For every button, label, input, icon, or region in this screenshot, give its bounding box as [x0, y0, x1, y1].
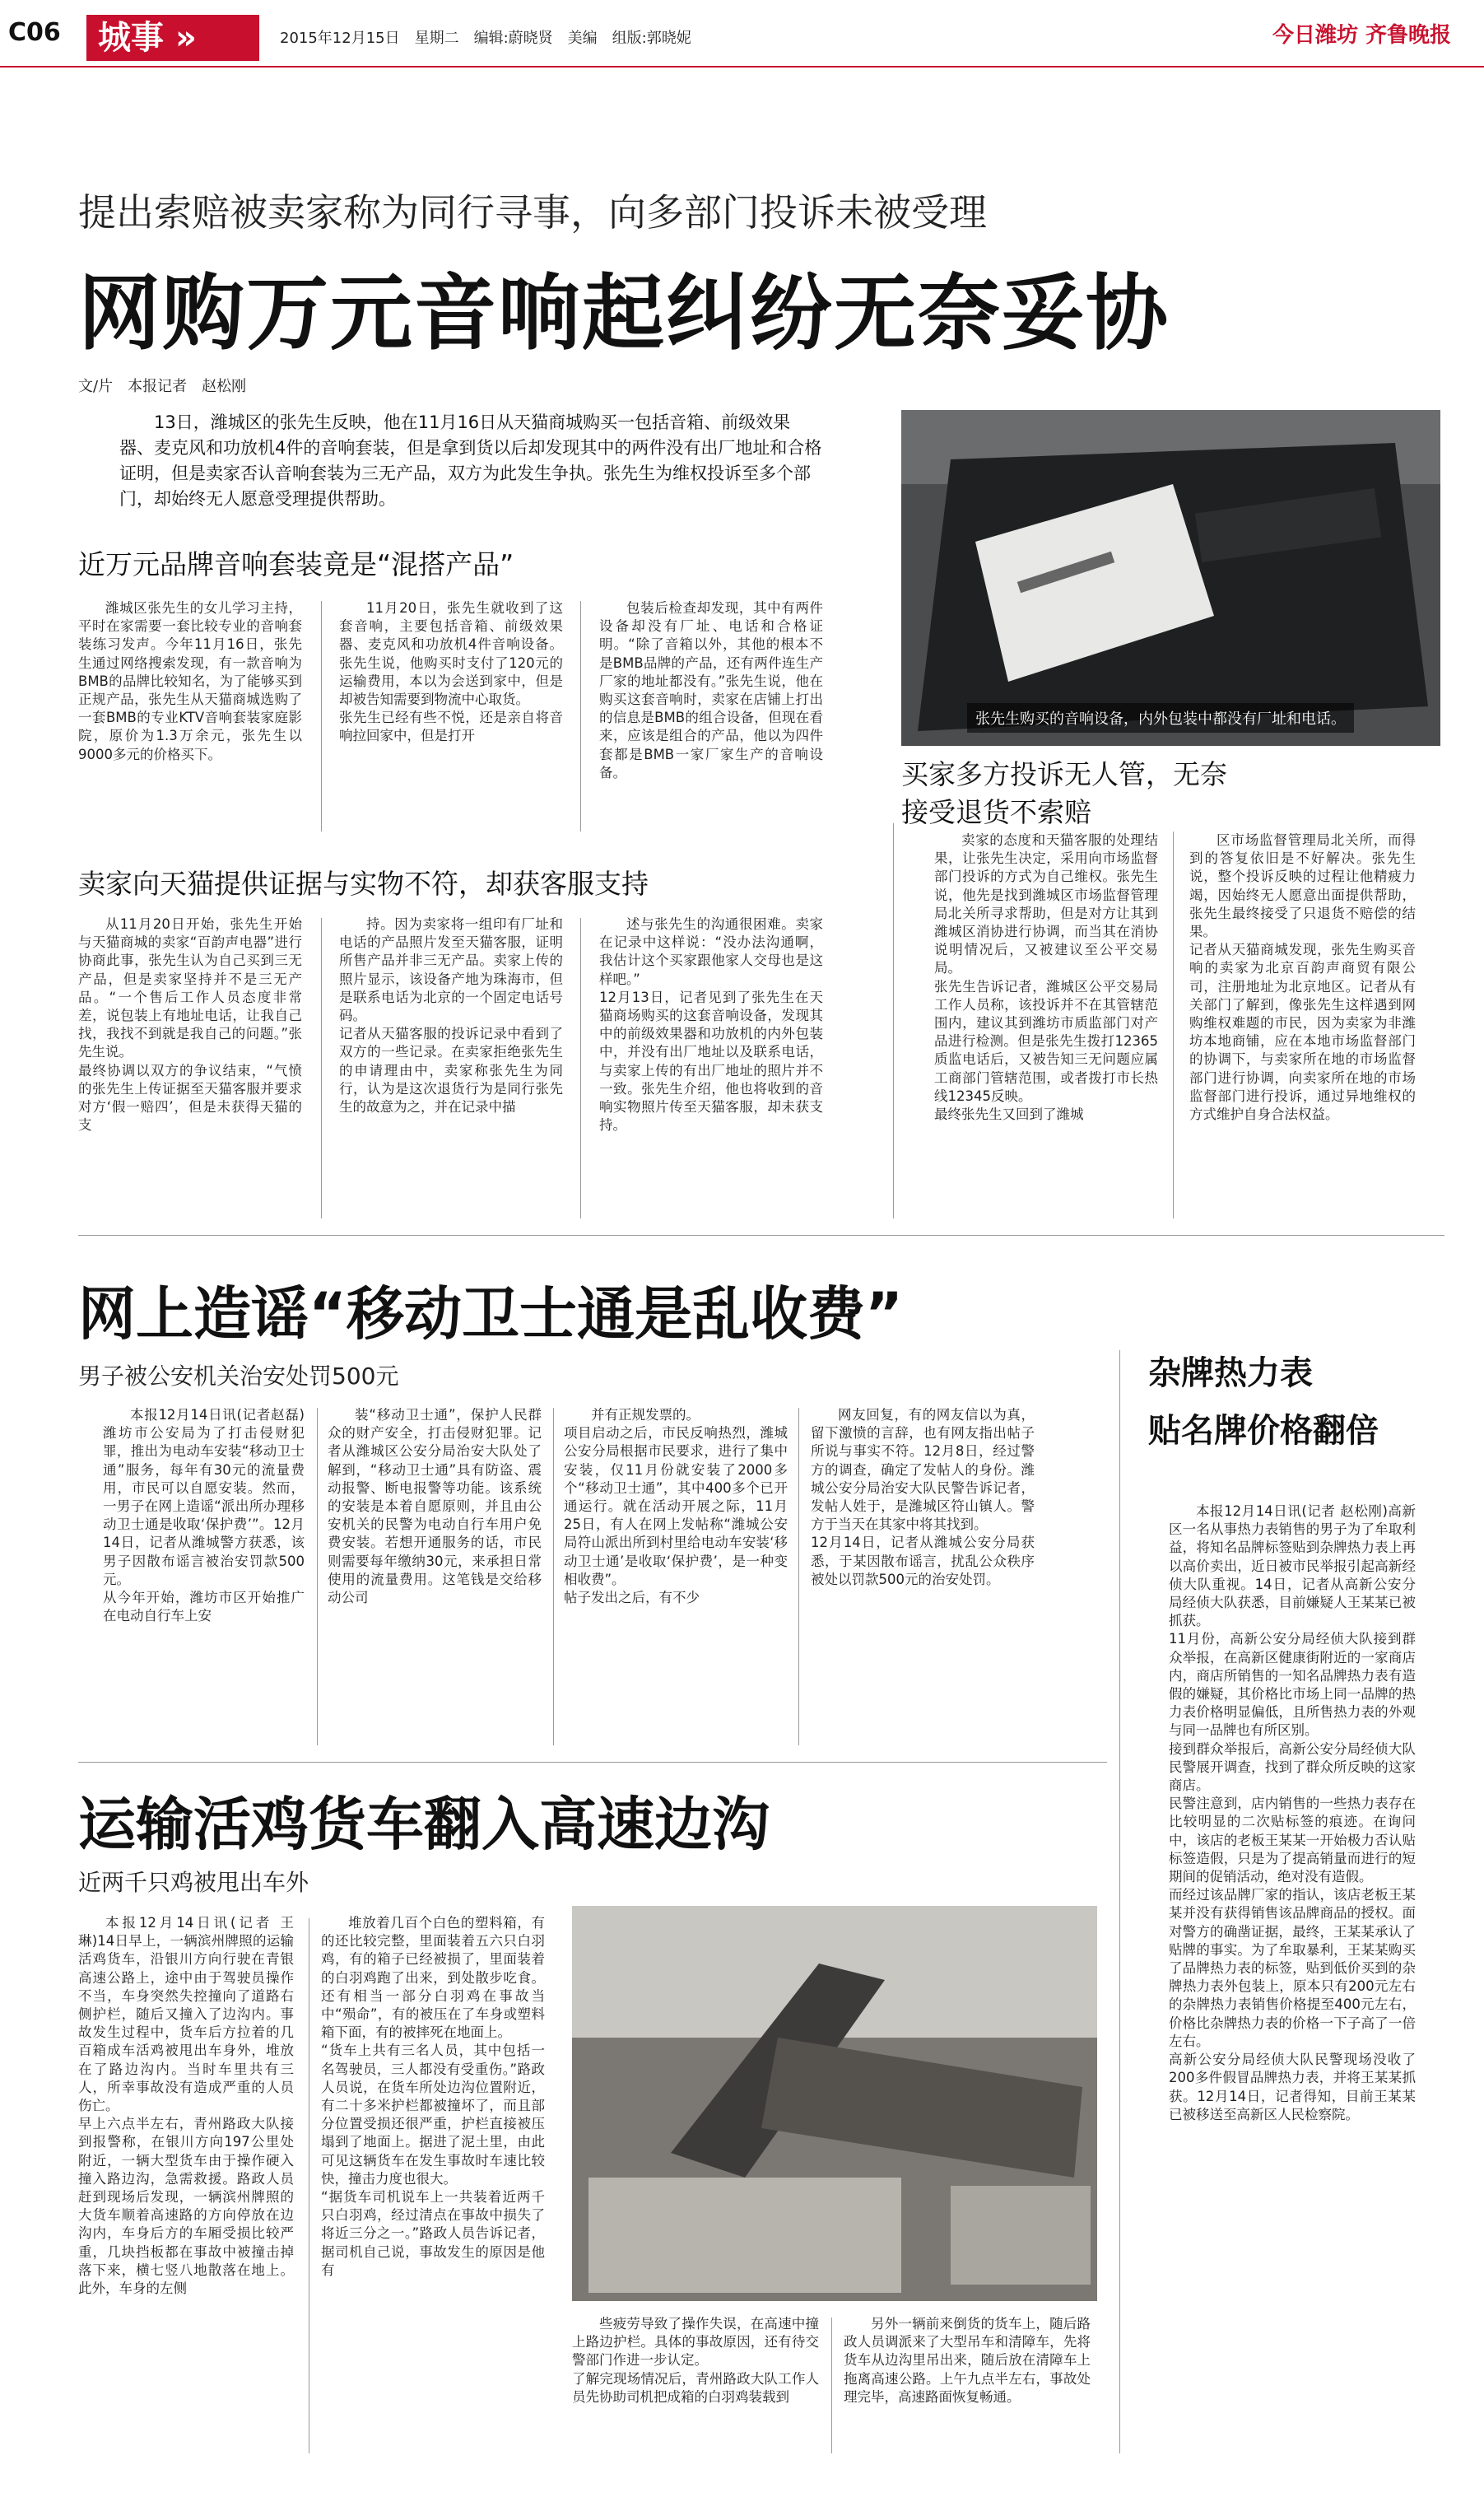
- side-title-line2: 贴名牌价格翻倍: [1148, 1412, 1379, 1450]
- audio-device-photo: [901, 410, 1440, 746]
- article1-s1-col2: 11月20日，张先生就收到了这套音响，主要包括音箱、前级效果器、麦克风和功放机4件音响设备。张先生说，他购买时支付了120元的运输费用，本以为会送到家中，但是却被告知需要到物流中心取货。 张先生已经有些不悦，还是亲自将音响拉回家中，但是打开: [339, 600, 563, 744]
- column-divider: [580, 601, 581, 832]
- section-divider: [78, 1762, 1107, 1763]
- article1-s2-col2: 持。因为卖家将一组印有厂址和电话的产品照片发至天猫客服，证明所售产品并非三无产品。卖家上传的照片显示，该设备产地为珠海市，但是联系电话为北京的一个固定电话号码。 记者从天猫客服的投诉记录中看到了双方的一些记录。在卖家拒绝张先生的申请理由中，卖家称张先生为同行，认为是这次退货行为是同行张先生的故意为之，并在记录中描: [339, 916, 563, 1116]
- column-divider: [798, 1408, 799, 1745]
- column-divider: [317, 1408, 318, 1745]
- side-title-line1: 杂牌热力表: [1148, 1354, 1313, 1392]
- section-name: 城事: [98, 19, 164, 57]
- issue-meta: 2015年12月15日 星期二 编辑:蔚晓贤 美编 组版:郭晓妮: [280, 30, 691, 47]
- article1-subhead-1: 近万元品牌音响套装竟是“混搭产品”: [78, 548, 514, 580]
- article2-title: 网上造谣“移动卫士通是乱收费”: [78, 1280, 904, 1348]
- page-number: C06: [8, 18, 61, 47]
- column-divider: [580, 918, 581, 1218]
- article1-photo: [901, 410, 1440, 746]
- article1-photo-caption: 张先生购买的音响设备，内外包装中都没有厂址和电话。: [967, 703, 1354, 733]
- article1-s3-col1: 卖家的态度和天猫客服的处理结果，让张先生决定，采用向市场监督部门投诉的方式为自己维权。张先生说，他先是找到潍城区市场监督管理局北关所寻求帮助，但是对方让其到潍城区消协进行协调，而当其在消协说明情况后，又被建议至公平交易局。 张先生告诉记者，潍城区公平交易局工作人员称，该投诉并不在其管辖范围内，建议其到潍坊市质监部门对产品进行检测。但是张先生拨打12365质监电话后，又被告知三无问题应属工商部门管辖范围，或者拨打市长热线12345反映。 最终张先生又回到了潍城: [934, 832, 1158, 1123]
- column-divider: [321, 918, 322, 1218]
- column-divider: [553, 1408, 554, 1745]
- article2-col4: 网友回复，有的网友信以为真，留下激愤的言辞，也有网友指出帖子所说与事实不符。12月8日，经过警方的调查，确定了发帖人的身份。潍城公安分局治安大队民警告诉记者，发帖人姓于，是潍城区符山镇人。警方于当天在其家中将其找到。 12月14日，记者从潍城公安分局获悉，于某因散布谣言，扰乱公众秩序被处以罚款500元的治安处罚。: [811, 1407, 1035, 1587]
- header-rule: [0, 66, 1484, 68]
- column-divider: [893, 823, 894, 1218]
- side-body: 本报12月14日讯(记者 赵松刚)高新区一名从事热力表销售的男子为了牟取利益，将知名品牌标签贴到杂牌热力表上再以高价卖出，近日被市民举报引起高新经侦大队重视。14日，记者从高新公安分局经侦大队获悉，目前嫌疑人王某某已被抓获。 11月份，高新公安分局经侦大队接到群众举报，在高新区健康街附近的一家商店内，商店所销售的一知名品牌热力表有造假的嫌疑，其价格比市场上同一品牌的热力表价格明显偏低，且所售热力表的外观与同一品牌也有所区别。 接到群众举报后，高新公安分局经侦大队民警展开调查，找到了群众所反映的这家商店。 民警注意到，店内销售的一些热力表存在比较明显的二次贴标签的痕迹。在询问中，该店的老板王某某一开始极力否认贴标签造假，只是为了提高销量而进行的短期间的促销活动，绝对没有造假。 而经过该品牌厂家的指认，该店老板王某某并没有获得销售该品牌商品的授权。面对警方的确凿证据，最终，王某某承认了贴牌的事实。为了牟取暴利，王某某购买了品牌热力表的标签，贴到低价买到的杂牌热力表外包装上，原本只有200元左右的杂牌热力表销售价格提至400元左右，价格比杂牌热力表的价格一下子高了一倍左右。 高新公安分局经侦大队民警现场没收了200多件假冒品牌热力表，并将王某某抓获。12月14日，记者得知，目前王某某已被移送至高新区人民检察院。: [1169, 1503, 1416, 2122]
- article3-col4: 另外一辆前来倒货的货车上，随后路政人员调派来了大型吊车和清障车，先将货车从边沟里吊出来，随后放在清障车上拖离高速公路。上午九点半左右，事故处理完毕，高速路面恢复畅通。: [844, 2316, 1091, 2405]
- article1-title: 网购万元音响起纠纷无奈妥协: [78, 265, 1170, 361]
- article2-subtitle: 男子被公安机关治安处罚500元: [78, 1363, 399, 1390]
- article2-col2: 装“移动卫士通”，保护人民群众的财产安全，打击侵财犯罪。记者从潍城区公安分局治安大队处了解到，“移动卫士通”具有防盗、震动报警、断电报警等功能。该系统的安装是本着自愿原则，并且由公安机关的民警为电动自行车用户免费安装。若想开通服务的话，市民则需要每年缴纳30元，来承担日常使用的流量费用。这笔钱是交给移动公司: [328, 1407, 542, 1606]
- masthead-logo: 今日潍坊 齐鲁晚报: [1272, 23, 1451, 48]
- column-divider: [321, 601, 322, 832]
- column-divider: [1119, 1350, 1120, 2453]
- article1-s1-col1: 潍城区张先生的女儿学习主持，平时在家需要一套比较专业的音响套装练习发声。今年11月16日，张先生通过网络搜索发现，有一款音响为BMB的品牌比较知名，为了能够买到正规产品，张先生从天猫商城选购了一套BMB的专业KTV音响套装家庭影院，原价为1.3万余元，张先生以9000多元的价格买下。: [78, 600, 302, 762]
- section-divider: [78, 1235, 1444, 1236]
- article3-col2: 堆放着几百个白色的塑料箱，有的还比较完整，里面装着五六只白羽鸡，有的箱子已经被损了，里面装着的白羽鸡跑了出来，到处散步吃食。还有相当一部分白羽鸡在事故当中“殒命”，有的被压在了车身或塑料箱下面，有的被摔死在地面上。 “货车上共有三名人员，其中包括一名驾驶员，三人都没有受重伤。”路政人员说，在货车所处边沟位置附近，有二十多米护栏都被撞坏了，而且部分位置受损还很严重，护栏直接被压塌到了地面上。据进了泥土里，由此可见这辆货车在发生事故时车速比较快，撞击力度也很大。 “据货车司机说车上一共装着近两千只白羽鸡，经过清点在事故中损失了将近三分之一。”路政人员告诉记者，据司机自己说，事故发生的原因是他有: [321, 1915, 545, 2278]
- article1-lead: 13日，潍城区的张先生反映，他在11月16日从天猫商城购买一包括音箱、前级效果器、麦克风和功放机4件的音响套装，但是拿到货以后却发现其中的两件没有出厂地址和合格证明，但是卖家否认音响套装为三无产品，双方为此发生争执。张先生为维权投诉至多个部门，却始终无人愿意受理提供帮助。: [119, 412, 822, 509]
- article1-byline: 文/片 本报记者 赵松刚: [78, 378, 247, 395]
- article3-subtitle: 近两千只鸡被甩出车外: [78, 1869, 309, 1896]
- article3-col1: 本报12月14日讯(记者 王琳)14日早上，一辆滨州牌照的运输活鸡货车，沿银川方向行驶在青银高速公路上，途中由于驾驶员操作不当，车身突然失控撞向了道路右侧护栏，随后又撞入了边沟内。事故发生过程中，货车后方拉着的几百箱成车活鸡被甩出车身外，堆放在了路边沟内。当时车里共有三人，所幸事故没有造成严重的人员伤亡。 早上六点半左右，青州路政大队接到报警称，在银川方向197公里处附近，一辆大型货车由于操作硬入撞入路边沟，急需救援。路政人员赶到现场后发现，一辆滨州牌照的大货车顺着高速路的方向停放在边沟内，车身后方的车厢受损比较严重，几块挡板都在事故中被撞击掉落下来，横七竖八地散落在地上。此外，车身的左侧: [78, 1915, 294, 2297]
- column-divider: [1173, 832, 1174, 1218]
- overturned-truck-photo: [572, 1906, 1097, 2301]
- article1-s2-col1: 从11月20日开始，张先生开始与天猫商城的卖家“百韵声电器”进行协商此事，张先生认为自己买到三无产品，但是卖家坚持并不是三无产品。“一个售后工作人员态度非常差，说包装上有地址电话，让我自己找，我找不到就是我自己的问题。”张先生说。 最终协调以双方的争议结束，“气愤的张先生上传证据至天猫客服并要求对方‘假一赔四’，但是未获得天猫的支: [78, 916, 302, 1134]
- article2-col1: 本报12月14日讯(记者赵磊)潍坊市公安局为了打击侵财犯罪，推出为电动车安装“移动卫士通”服务，每年有30元的流量费用，市民可以自愿安装。然而，一男子在网上造谣“派出所办理移动卫士通是收取‘保护费’”。12月14日，记者从潍城警方获悉，该男子因散布谣言被治安罚款500元。 从今年开始，潍坊市区开始推广在电动自行车上安: [103, 1407, 305, 1624]
- double-chevron-icon: »: [174, 19, 197, 57]
- article3-col3: 些疲劳导致了操作失误，在高速中撞上路边护栏。具体的事故原因，还有待交警部门作进一步认定。 了解完现场情况后，青州路政大队工作人员先协助司机把成箱的白羽鸡装载到: [572, 2316, 819, 2405]
- article1-subhead-2: 卖家向天猫提供证据与实物不符，却获客服支持: [78, 868, 649, 900]
- article1-subhead-3: 买家多方投诉无人管，无奈接受退货不索赔: [901, 758, 1227, 828]
- article1-subtitle: 提出索赔被卖家称为同行寻事，向多部门投诉未被受理: [78, 190, 987, 235]
- section-label: [86, 15, 259, 61]
- article1-s2-col3: 述与张先生的沟通很困难。卖家在记录中这样说：“没办法沟通啊，我估计这个买家跟他家人交母也是这样吧。” 12月13日，记者见到了张先生在天猫商场购买的这套音响设备，发现其中的前级效果器和功放机的内外包装中，并没有出厂地址以及联系电话，与卖家上传的有出厂地址的照片并不一致。张先生介绍，他也将收到的音响实物照片传至天猫客服，却未获支持。: [599, 916, 823, 1134]
- article1-s3-col2: 区市场监督管理局北关所，而得到的答复依旧是不好解决。张先生说，整个投诉反映的过程让他精疲力竭，因始终无人愿意出面提供帮助，张先生最终接受了只退货不赔偿的结果。 记者从天猫商城发现，张先生购买音响的卖家为北京百韵声商贸有限公司，注册地址为北京地区。记者从有关部门了解到，像张先生这样遇到网购维权难题的市民，因为卖家为非潍坊本地商铺，应在本地市场监督部门的协调下，与卖家所在地的市场监督部门进行协调，向卖家所在地的市场监督部门进行投诉，通过异地维权的方式维护自身合法权益。: [1189, 832, 1416, 1123]
- article1-s1-col3: 包装后检查却发现，其中有两件设备却没有厂址、电话和合格证明。“除了音箱以外，其他的根本不是BMB品牌的产品，还有两件连生产厂家的地址都没有。”张先生说，他在购买这套音响时，卖家在店铺上打出的信息是BMB的组合设备，但现在看来，应该是组合的产品，他以为四件套都是BMB一家厂家生产的音响设备。: [599, 600, 823, 780]
- article2-col3: 并有正规发票的。 项目启动之后，市民反响热烈，潍城公安分局根据市民要求，进行了集中安装，仅11月份就安装了2000多个“移动卫士通”，其中400多个已开通运行。就在活动开展之际，11月25日，有人在网上发帖称“潍城公安局符山派出所到村里给电动车安装‘移动卫士通’是收取‘保护费’，是一种变相收费”。 帖子发出之后，有不少: [564, 1407, 788, 1606]
- column-divider: [831, 2318, 832, 2453]
- article3-title: 运输活鸡货车翻入高速边沟: [78, 1791, 770, 1858]
- article3-photo: [572, 1906, 1097, 2301]
